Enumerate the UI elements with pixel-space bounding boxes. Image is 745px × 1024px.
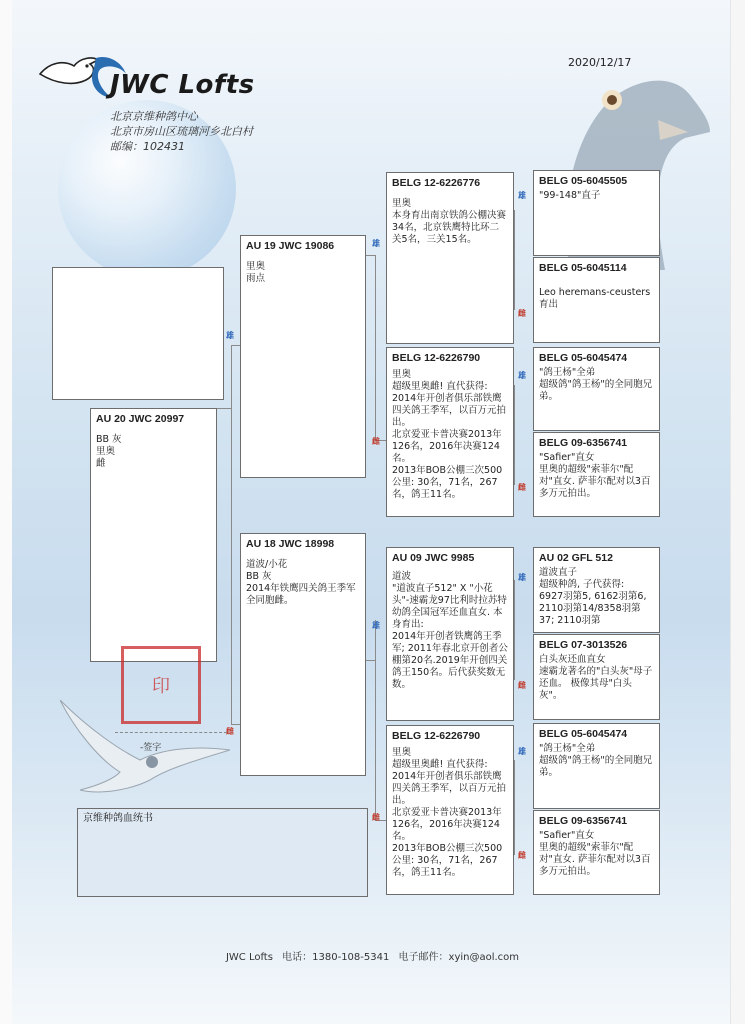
grandparent-line: 里奥 xyxy=(392,197,412,209)
footer-email: 电子邮件：xyin@aol.com xyxy=(398,952,520,963)
great-grandparent-line: 超级鸽"鸽王杨"的全同胞兄弟。 xyxy=(539,378,653,402)
great-grandparent-card xyxy=(533,347,660,431)
great-grandparent-ring-number: BELG 09-6356741 xyxy=(539,815,628,827)
footer-brand: JWC Lofts xyxy=(225,952,273,963)
address-line-2: 北京市房山区琉璃河乡北白村 xyxy=(110,125,253,138)
male-tag: 雄 xyxy=(372,621,380,630)
female-tag: 雌 xyxy=(518,681,526,690)
grandparent-ring-number: AU 09 JWC 9985 xyxy=(392,552,475,564)
great-grandparent-line: 超级种鸽, 子代获得: xyxy=(539,578,625,590)
grandparent-line: "道波直子512" X "小花头"-速霸龙97比利时拉苏特幼鸽全国冠军还血直女. 本身育出: xyxy=(392,582,507,630)
female-tag: 雌 xyxy=(372,437,380,446)
male-tag: 雄 xyxy=(226,331,234,340)
great-grandparent-ring-number: BELG 05-6045114 xyxy=(539,262,627,274)
female-tag: 雌 xyxy=(518,309,526,318)
brand-title: JWC Lofts xyxy=(110,70,255,100)
notes-label: 京维种鸽血统书 xyxy=(83,813,153,824)
connector-line xyxy=(231,724,240,725)
grandparent-line: 北京爱亚卡普决赛2013年126名，2016年决赛124名。 xyxy=(392,428,502,464)
great-grandparent-card xyxy=(533,810,660,895)
grandparent-line: 超级里奥雌! 直代获得: xyxy=(392,758,488,770)
subject-line: 里奥 xyxy=(96,445,116,457)
connector-line xyxy=(231,345,240,346)
male-tag: 雄 xyxy=(518,573,526,582)
female-tag: 雌 xyxy=(518,851,526,860)
address-line-3: 邮编：102431 xyxy=(110,140,185,153)
sire-line: 雨点 xyxy=(246,272,266,284)
signature-label: -签字 xyxy=(140,743,162,753)
male-tag: 雄 xyxy=(372,239,380,248)
grandparent-ring-number: BELG 12-6226776 xyxy=(392,177,481,189)
sheet-edge xyxy=(0,0,12,1024)
great-grandparent-card xyxy=(533,170,660,256)
grandparent-line: 道波 xyxy=(392,570,412,582)
great-grandparent-line: 速霸龙著名的"白头灰"母子还血。 极像其母"白头灰"。 xyxy=(539,665,653,701)
great-grandparent-ring-number: AU 02 GFL 512 xyxy=(539,552,613,564)
female-tag: 雌 xyxy=(226,727,234,736)
grandparent-line: 2014年开创者俱乐部铁鹰四关鸽王季军，以百万元拍出。 xyxy=(392,770,507,806)
great-grandparent-line: "鸽王杨"全弟 xyxy=(539,366,596,378)
grandparent-line: 2014年开创者俱乐部铁鹰四关鸽王季军，以百万元拍出。 xyxy=(392,392,507,428)
connector-line xyxy=(375,620,376,820)
date-label: 2020/12/17 xyxy=(568,56,632,69)
great-grandparent-ring-number: BELG 05-6045505 xyxy=(539,175,628,187)
great-grandparent-ring-number: BELG 09-6356741 xyxy=(539,437,628,449)
great-grandparent-card xyxy=(533,547,660,633)
grandparent-card xyxy=(386,172,514,344)
sire-ring-number: AU 19 JWC 19086 xyxy=(246,240,335,252)
flying-pigeon-icon xyxy=(60,690,230,800)
male-tag: 雄 xyxy=(518,747,526,756)
male-tag: 雄 xyxy=(518,371,526,380)
connector-line xyxy=(231,345,232,725)
dam-line: 2014年铁鹰四关鸽王季军全同胞雌。 xyxy=(246,582,356,606)
subject-card xyxy=(90,408,217,662)
stamp-text: 印 xyxy=(152,676,170,697)
sire-card xyxy=(240,235,366,478)
grandparent-ring-number: BELG 12-6226790 xyxy=(392,730,481,742)
great-grandparent-ring-number: BELG 05-6045474 xyxy=(539,352,628,364)
great-grandparent-line: "99-148"直子 xyxy=(539,189,601,201)
male-tag: 雄 xyxy=(518,191,526,200)
grandparent-card xyxy=(386,725,514,895)
dam-line: 道波/小花 xyxy=(246,558,288,570)
great-grandparent-card xyxy=(533,257,660,343)
subject-line: 雌 xyxy=(96,457,106,469)
subject-line: BB 灰 xyxy=(96,433,122,445)
dam-line: BB 灰 xyxy=(246,570,272,582)
grandparent-line: 里奥 xyxy=(392,368,412,380)
subject-ring-number: AU 20 JWC 20997 xyxy=(96,413,185,425)
grandparent-line: 2014年开创者铁鹰鸽王季军; 2011年春北京开创者公棚第20名.2019年开创四关鸽王150名。后代获奖数无数。 xyxy=(392,630,508,690)
grandparent-card xyxy=(386,547,514,721)
great-grandparent-line: 道波直子 xyxy=(539,566,578,578)
grandparent-card xyxy=(386,347,514,517)
great-grandparent-line: "Safier"直女 xyxy=(539,451,595,463)
grandparent-ring-number: BELG 12-6226790 xyxy=(392,352,481,364)
grandparent-line: 超级里奥雌! 直代获得: xyxy=(392,380,488,392)
connector-line xyxy=(514,210,515,310)
great-grandparent-ring-number: BELG 05-6045474 xyxy=(539,728,628,740)
female-tag: 雌 xyxy=(372,813,380,822)
great-grandparent-line: 里奥的超级"索菲尔"配对"直女. 萨菲尔配对以3百多万元拍出。 xyxy=(539,463,651,499)
connector-line xyxy=(366,255,375,256)
footer-phone: 电话：1380-108-5341 xyxy=(282,952,390,963)
great-grandparent-line: 里奥的超级"索菲尔"配对"直女. 萨菲尔配对以3百多万元拍出。 xyxy=(539,841,651,877)
photo-placeholder xyxy=(52,267,224,400)
grandparent-line: 里奥 xyxy=(392,746,412,758)
dam-card xyxy=(240,533,366,776)
great-grandparent-line: 6927羽第5, 6162羽第6, 2110羽第14/8358羽第37; 2110羽第 xyxy=(539,590,647,626)
great-grandparent-card xyxy=(533,432,660,517)
connector-line xyxy=(514,385,515,485)
grandparent-line: 2013年BOB公棚三次500公里: 30名，71名，267名，鸽王11名。 xyxy=(392,842,503,878)
sire-line: 里奥 xyxy=(246,260,266,272)
grandparent-line: 2013年BOB公棚三次500公里: 30名，71名，267名，鸽王11名。 xyxy=(392,464,503,500)
connector-line xyxy=(375,255,376,440)
grandparent-line: 北京爱亚卡普决赛2013年126名，2016年决赛124名。 xyxy=(392,806,502,842)
connector-line xyxy=(366,660,375,661)
address-line-1: 北京京维种鸽中心 xyxy=(110,110,198,123)
connector-line xyxy=(514,760,515,855)
female-tag: 雌 xyxy=(518,483,526,492)
great-grandparent-card xyxy=(533,634,660,720)
grandparent-line: 本身育出南京铁鸽公棚决赛34名，北京铁鹰特比环二关5名，三关15名。 xyxy=(392,209,507,245)
notes-box xyxy=(77,808,368,897)
great-grandparent-line: 超级鸽"鸽王杨"的全同胞兄弟。 xyxy=(539,754,653,778)
great-grandparent-line: "鸽王杨"全弟 xyxy=(539,742,596,754)
dam-ring-number: AU 18 JWC 18998 xyxy=(246,538,335,550)
connector-line xyxy=(217,408,231,409)
great-grandparent-card xyxy=(533,723,660,809)
footer xyxy=(0,948,745,963)
great-grandparent-line: 白头灰还血直女 xyxy=(539,653,606,665)
great-grandparent-ring-number: BELG 07-3013526 xyxy=(539,639,628,651)
great-grandparent-line: "Safier"直女 xyxy=(539,829,595,841)
connector-line xyxy=(514,580,515,680)
great-grandparent-line: Leo heremans-ceusters 育出 xyxy=(539,286,651,310)
